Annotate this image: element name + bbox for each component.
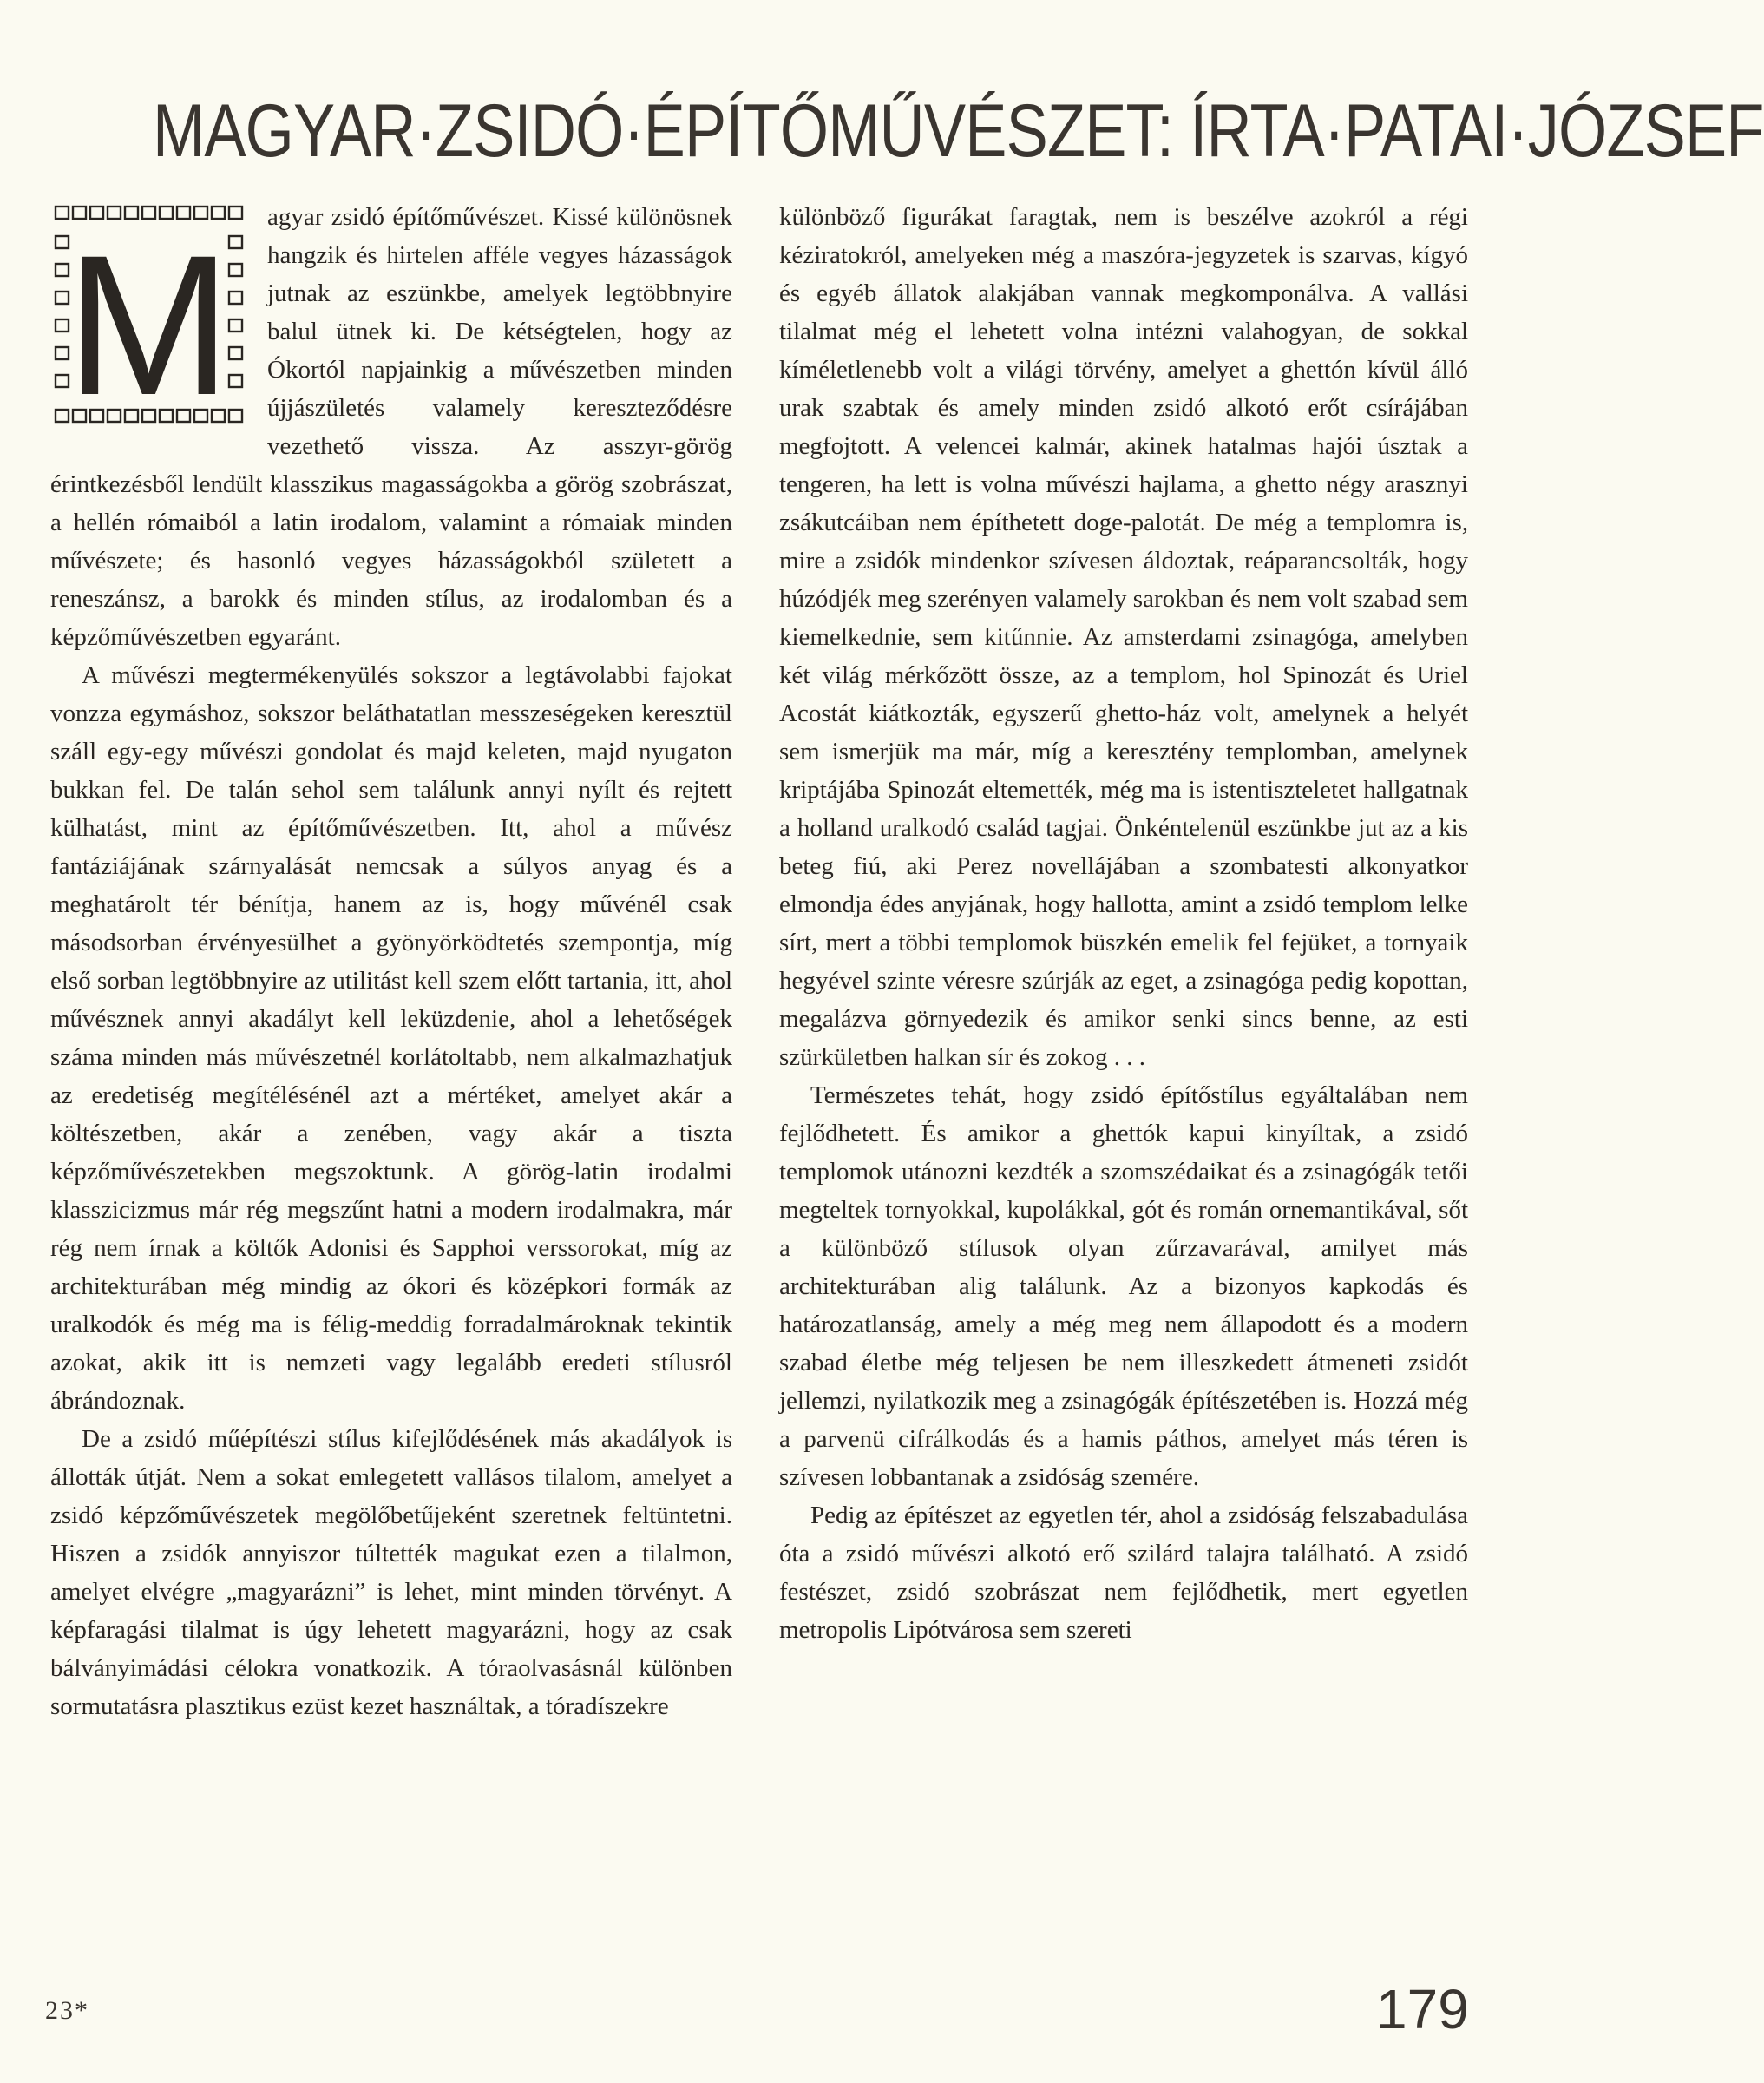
paragraph: De a zsidó műépítészi stílus kifejlődésének más akadályok is állották útját. Nem a sokat emlegetett vallásos tilalom, amelyet a zsidó képzőművészetek megölőbetűjeként szeretnek feltüntetni. Hiszen a zsidók annyiszor túltették magukat ezen a tilalmon, amelyet elvégre „magyarázni” is lehet, mint minden törvényt. A képfaragási tilalmat is úgy lehetett magyarázni, hogy az csak bálványimádási célokra vonatkozik. A tóraolvasásnál különben sormutatásra plasztikus ezüst kezet használtak, a tóradíszekre [50, 1425, 732, 1720]
page-title: MAGYAR·ZSIDÓ·ÉPÍTŐMŰVÉSZET: ÍRTA·PATAI·JÓZSEF [153, 89, 1764, 173]
paragraph: Pedig az építészet az egyetlen tér, ahol a zsidóság felszabadulása óta a zsidó művészi alkotó erő szilárd talajra található. A zsidó festészet, zsidó szobrászat nem fejlődhetik, mert egyetlen metropolis Lipótvárosa sem szereti [779, 1501, 1468, 1644]
printer-signature: 23* [45, 1996, 89, 2025]
paragraph: agyar zsidó építőművészet. Kissé különösnek hangzik és hirtelen afféle vegyes házasságok jutnak az eszünkbe, amelyek legtöbbnyire balul ütnek ki. De kétségtelen, hogy az Ókortól napjainkig a művészetben minden újjászületés valamely kereszteződésre vezethető vissza. Az asszyr-görög érintkezésből lendült klasszikus magasságokba a görög szobrászat, a hellén rómaiból a latin irodalom, valamint a rómaiak minden művészete; és hasonló vegyes házasságokból született a reneszánsz, a barokk és minden stílus, az irodalomban és a képzőművészetben egyaránt. [50, 203, 732, 651]
paragraph: különböző figurákat faragtak, nem is beszélve azokról a régi kéziratokról, amelyeken még a maszóra-jegyzetek is szarvas, kígyó és egyéb állatok alakjában vannak megkomponálva. A vallási tilalmat még el lehetett volna intézni valahogyan, de sokkal kíméletlenebb volt a világi törvény, amelyet a ghettón kívül álló urak szabtak és amely minden zsidó alkotó erőt csírájában megfojtott. A velencei kalmár, akinek hatalmas hajói úsztak a tengeren, ha lett is volna művészi hajlama, a ghetto négy arasznyi zsákutcáiban nem építhetett doge-palotát. De még a templomra is, mire a zsidók mindenkor szívesen áldoztak, reáparancsolták, hogy húzódjék meg szerényen valamely sarokban és nem volt szabad sem kiemelkednie, sem kitűnnie. Az amsterdami zsinagóga, amelyben két világ mérkőzött össze, az a templom, hol Spinozát és Uriel Acostát kiátkozták, egyszerű ghetto-ház volt, amelynek a helyét sem ismerjük ma már, míg a keresztény templomban, amelynek kriptájába Spinozát eltemették, még ma is istentiszteletet hallgatnak a holland uralkodó család tagjai. Önkéntelenül eszünkbe jut az a kis beteg fiú, aki Perez novellájában a szombatesti alkonyatkor elmondja édes anyjának, hogy hallotta, amint a zsidó templom lelke sírt, mert a többi templomok büszkén emelik fel fejüket, a tornyaik hegyével szinte véresre szúrják az eget, a zsinagóga pedig kopottan, megalázva görnyedezik és amikor senki sincs benne, az esti szürkületben halkan sír és zokog . . . [779, 203, 1468, 1071]
drop-cap-frame [50, 201, 257, 437]
drop-cap [50, 201, 257, 437]
paragraph: A művészi megtermékenyülés sokszor a legtávolabbi fajokat vonzza egymáshoz, sokszor beláthatatlan messzeségeken keresztül száll egy-egy művészi gondolat és majd keleten, majd nyugaton bukkan fel. De talán sehol sem találunk annyi nyílt és rejtett külhatást, mint az építőművészetben. Itt, ahol a művész fantáziájának szárnyalását nemcsak a súlyos anyag és a meghatárolt tér bénítja, hanem az is, hogy művénél csak másodsorban érvényesülhet a gyönyörködtetés szempontja, míg első sorban legtöbbnyire az utilitást kell szem előtt tartania, itt, ahol művésznek annyi akadályt kell leküzdenie, ahol a lehetőségek száma minden más művészetnél korlátoltabb, nem alkalmazhatjuk az eredetiség megítélésénél azt a mértéket, amelyet akár a költészetben, akár a zenében, vagy akár a tiszta képzőművészetekben megszoktunk. A görög-latin irodalmi klasszicizmus már rég megszűnt hatni a modern irodalmakra, már rég nem írnak a költők Adonisi és Sapphoi verssorokat, míg az architekturában még mindig az ókori és középkori formák az uralkodók és még ma is félig-meddig forradalmároknak tekintik azokat, akik itt is nemzeti vagy legalább eredeti stílusról ábrándoznak. [50, 661, 733, 1415]
right-column [779, 198, 1468, 1649]
drop-cap-letter: M [65, 214, 232, 437]
paragraph: Természetes tehát, hogy zsidó építőstílus egyáltalában nem fejlődhetett. És amikor a ghettók kapui kinyíltak, a zsidó templomok utánozni kezdték a szomszédaikat és a zsinagógák tetői megteltek tornyokkal, kupolákkal, gót és román ornemantikával, sőt a különböző stílusok olyan zűrzavarával, amilyet más architekturában alig találunk. Az a bizonyos kapkodás és határozatlanság, amely a még meg nem állapodott és a modern szabad életbe még teljesen be nem illeszkedett átmeneti zsidót jellemzi, nyilatkozik meg a zsinagógák építészetében is. Hozzá még a parvenü cifrálkodás és a hamis páthos, amelyet más téren is szívesen lobbantanak a zsidóság szemére. [779, 1081, 1468, 1491]
page-number: 179 [1376, 1978, 1469, 2040]
left-column [50, 198, 732, 1725]
